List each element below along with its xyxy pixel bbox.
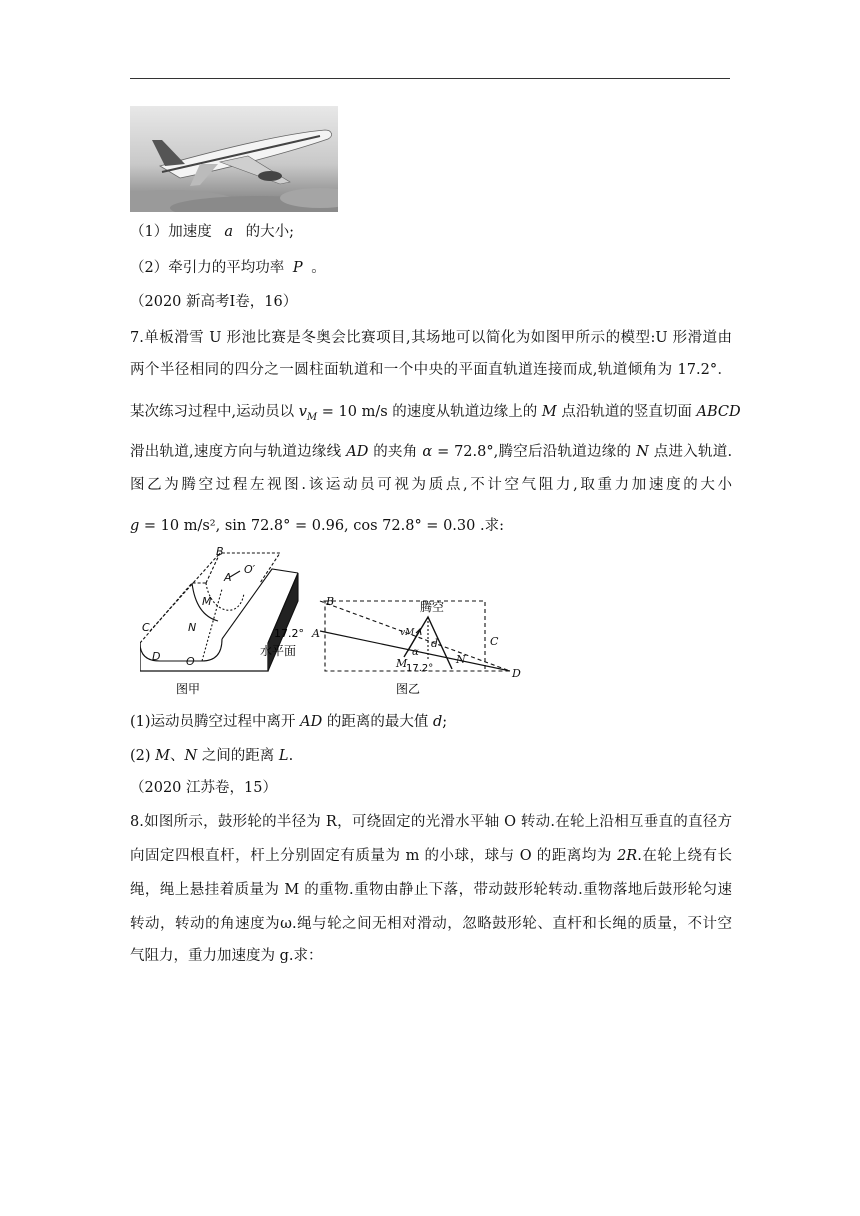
text: ; (442, 714, 448, 730)
q7-line5: 图乙为腾空过程左视图.该运动员可视为质点,不计空气阻力,取重力加速度的大小 (130, 477, 732, 493)
fig-left-label-o1: O′ (244, 563, 256, 576)
text: 某次练习过程中,运动员以 (130, 404, 295, 420)
var-abcd: ABCD (696, 404, 741, 420)
fig-right-label-b: B (326, 595, 335, 608)
fig-right-angle: 17.2° (406, 663, 434, 674)
header-rule (130, 78, 730, 79)
q8-line3: 绳，绳上悬挂着质量为 M 的重物.重物由静止下落，带动鼓形轮转动.重物落地后鼓形轮匀速 (130, 882, 732, 898)
var-v: v (298, 404, 307, 420)
fig-left-ground: 水平面 (260, 644, 297, 658)
var-g: g (130, 518, 140, 534)
q8-line4: 转动，转动的角速度为ω.绳与轮之间无相对滑动，忽略鼓形轮、直杆和长绳的质量，不计空 (130, 916, 732, 932)
text: （1）加速度 (130, 224, 212, 240)
airplane-photo (130, 106, 338, 212)
sub-m: M (306, 411, 318, 423)
text: 、 (170, 748, 185, 764)
text: 的夹角 (373, 444, 418, 460)
q8-line2 (130, 846, 732, 866)
text: (2) (130, 748, 156, 764)
var-l: L (278, 748, 289, 764)
fig-right-label-alpha: α (412, 647, 419, 658)
fig-left-caption: 图甲 (176, 682, 201, 696)
fig-left-angle: 17.2° (274, 627, 304, 640)
var-n: N (184, 748, 198, 764)
fig-left-label-c: C (142, 621, 150, 634)
figure-left (140, 553, 298, 677)
fig-right-label-v: vM (400, 628, 415, 638)
var-ad: AD (346, 444, 369, 460)
fig-right-label-a: A (312, 627, 320, 640)
q7-part1 (130, 712, 447, 732)
fig-left-label-m: M (202, 595, 212, 608)
text: 向固定四根直杆，杆上分别固定有质量为 m 的小球，球与 O 的距离均为 (130, 848, 618, 864)
text: 点进入轨道. (653, 444, 733, 460)
text: = 72.8°,腾空后沿轨道边缘的 (432, 444, 632, 460)
q7-line4 (130, 442, 732, 462)
fig-right-top: 腾空 (420, 600, 445, 614)
q7-line6 (130, 516, 504, 536)
q8-line1: 8.如图所示，鼓形轮的半径为 R，可绕固定的光滑水平轴 O 转动.在轮上沿相互垂直的直径方 (130, 814, 732, 830)
text: 之间的距离 (201, 748, 275, 764)
var-m: M (155, 748, 171, 764)
fig-right-label-c: C (490, 635, 499, 648)
q7-line2: 两个半径相同的四分之一圆柱面轨道和一个中央的平面直轨道连接而成,轨道倾角为 17.2°． (130, 362, 732, 378)
q8-line5: 气阻力，重力加速度为 g.求： (130, 948, 323, 964)
fig-right-label-n: N (456, 653, 466, 666)
text: = 10 m/s 的速度从轨道边缘上的 (321, 404, 538, 420)
fig-right-caption: 图乙 (396, 682, 421, 696)
q7-figure (140, 543, 530, 703)
var-d: d (432, 714, 443, 730)
fig-left-label-b: B (216, 545, 224, 558)
q7-line1: 7.单板滑雪 U 形池比赛是冬奥会比赛项目,其场地可以简化为如图甲所示的模型:U 形滑道由 (130, 330, 732, 346)
q7-source: （2020 江苏卷，15） (130, 780, 277, 796)
q7-part2 (130, 746, 293, 766)
text: .在轮上绕有长 (637, 848, 733, 864)
fig-right-label-d: D (512, 667, 521, 680)
fig-left-label-a: A (224, 571, 232, 584)
text: 点沿轨道的竖直切面 (561, 404, 692, 420)
text: 的大小; (245, 224, 294, 240)
text: 。 (311, 260, 326, 276)
text: 滑出轨道,速度方向与轨道边缘线 (130, 444, 342, 460)
q6-source: （2020 新高考Ⅰ卷，16） (130, 294, 298, 310)
var-2r: 2R (617, 848, 638, 864)
var-alpha: α (422, 444, 433, 460)
var-m: M (541, 404, 557, 420)
text: . (288, 748, 294, 764)
var-ad: AD (300, 714, 323, 730)
q6-part1 (130, 222, 294, 242)
fig-left-label-n: N (188, 621, 197, 634)
fig-left-label-d: D (152, 650, 161, 663)
var-n: N (636, 444, 649, 460)
q6-part2 (130, 258, 326, 278)
text: = 10 m/s², sin 72.8° = 0.96, cos 72.8° = 0.30 .求: (139, 518, 504, 534)
fig-right-label-m: M (396, 657, 408, 670)
text: （2）牵引力的平均功率 (130, 260, 285, 276)
figure-right (320, 601, 510, 671)
text: 的距离的最大值 (326, 714, 429, 730)
var-p: P (292, 260, 303, 276)
fig-left-label-o: O (186, 655, 195, 668)
var-a: a (224, 224, 233, 240)
text: (1)运动员腾空过程中离开 (130, 714, 296, 730)
fig-right-label-d-dist: d (431, 637, 439, 650)
q7-line3 (130, 402, 741, 428)
